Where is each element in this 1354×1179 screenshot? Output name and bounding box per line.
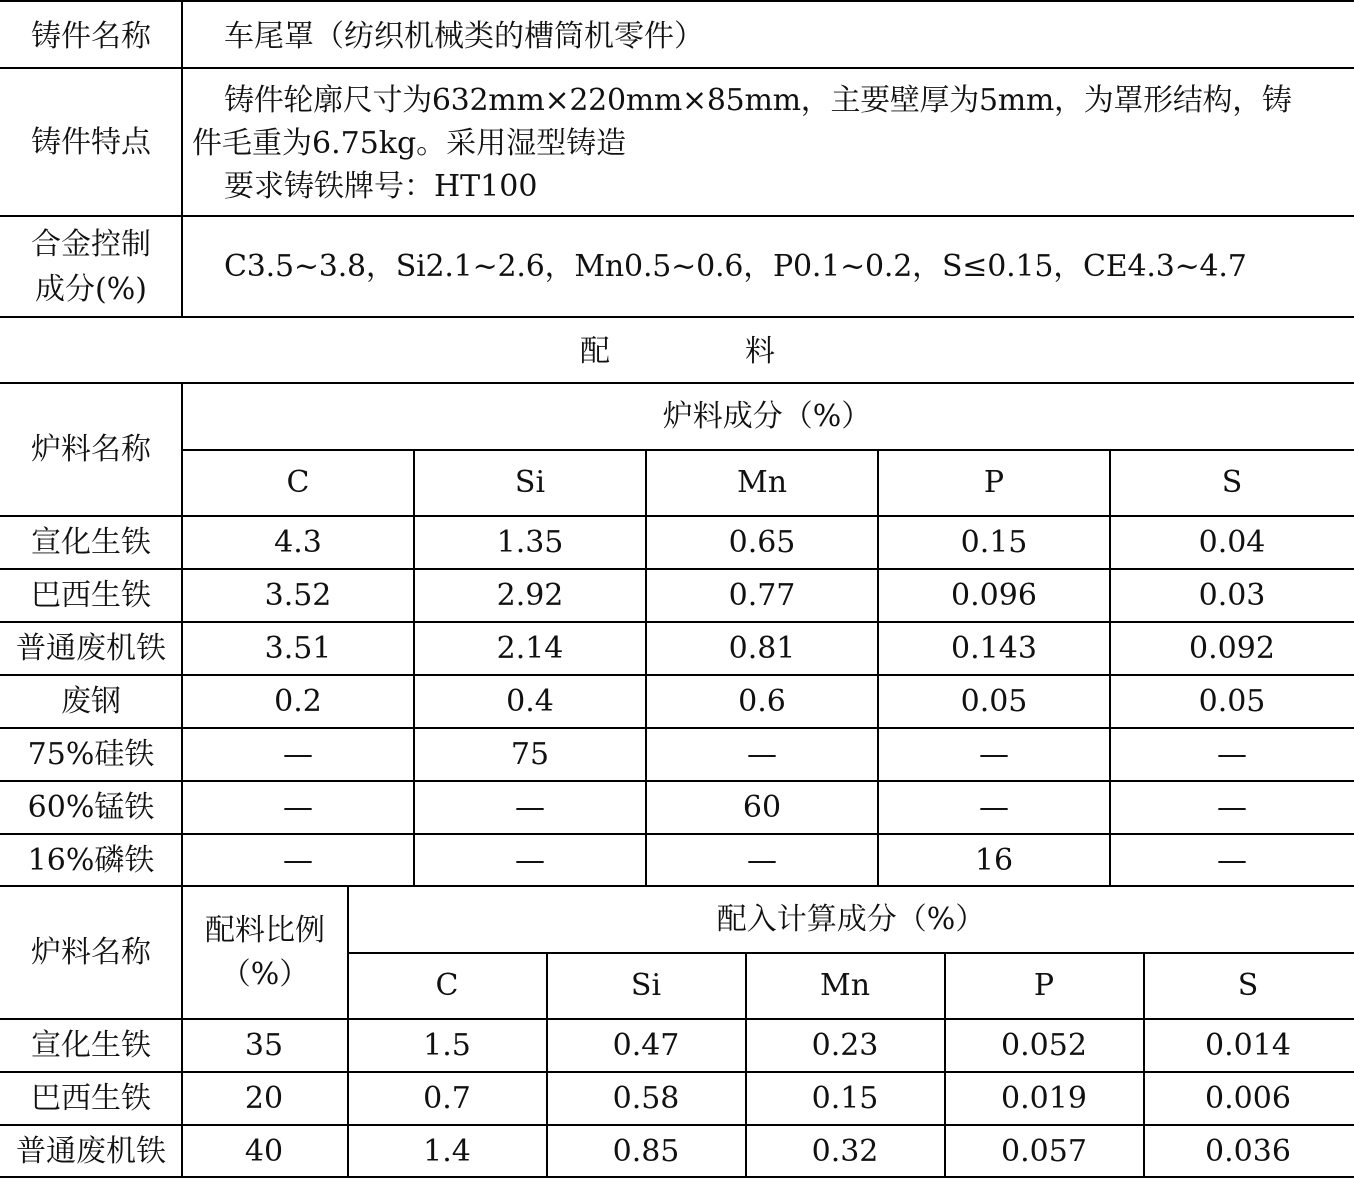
- calc-col-s: S: [1237, 968, 1259, 1003]
- charge-row-name: 60%锰铁: [27, 790, 155, 825]
- charge-name-header: 炉料名称: [31, 432, 151, 467]
- charge-cell: 0.65: [728, 525, 796, 560]
- alloy-label-line2: 成分(%): [35, 272, 147, 307]
- calc-col-p: P: [1033, 968, 1055, 1003]
- charge-cell: —: [283, 790, 313, 825]
- charge-cell: 0.15: [960, 525, 1028, 560]
- charge-cell: —: [515, 790, 545, 825]
- charge-col-si: Si: [514, 465, 546, 500]
- calc-ratio-header-line2: （%）: [220, 957, 310, 992]
- charge-col-c: C: [286, 465, 310, 500]
- calc-name-header: 炉料名称: [31, 935, 151, 970]
- rule-h: [0, 316, 1354, 318]
- calc-row-name: 巴西生铁: [31, 1081, 151, 1116]
- calc-cell: 0.052: [1001, 1028, 1087, 1063]
- charge-row-name: 宣化生铁: [31, 525, 151, 560]
- charge-cell: 0.2: [274, 684, 322, 719]
- rule-v: [413, 449, 415, 885]
- section-title-part1: 配: [580, 334, 610, 369]
- calc-col-si: Si: [630, 968, 662, 1003]
- charge-col-mn: Mn: [736, 465, 788, 500]
- rule-bottom: [0, 1176, 1354, 1178]
- calc-cell: 0.15: [811, 1081, 879, 1116]
- rule-v: [181, 0, 183, 316]
- charge-cell: 0.4: [506, 684, 554, 719]
- rule-h: [0, 1071, 1354, 1073]
- calc-cell: 0.58: [612, 1081, 680, 1116]
- charge-cell: —: [747, 843, 777, 878]
- casting-feature-line3: 要求铸铁牌号：HT100: [224, 169, 538, 204]
- charge-row-name: 普通废机铁: [16, 631, 166, 666]
- rule-v: [645, 449, 647, 885]
- charge-cell: 0.04: [1198, 525, 1266, 560]
- charge-cell: 2.14: [496, 631, 564, 666]
- charge-cell: —: [979, 737, 1009, 772]
- rule-v: [877, 449, 879, 885]
- rule-h: [0, 1124, 1354, 1126]
- charge-cell: —: [1217, 737, 1247, 772]
- calc-row-ratio: 40: [244, 1134, 284, 1169]
- charge-group-header: 炉料成分（%）: [662, 399, 872, 434]
- charge-cell: 4.3: [274, 525, 322, 560]
- calc-cell: 0.006: [1205, 1081, 1291, 1116]
- charge-cell: 75: [510, 737, 550, 772]
- rule-h: [0, 515, 1354, 517]
- rule-h: [0, 727, 1354, 729]
- casting-name-value: 车尾罩（纺织机械类的槽筒机零件）: [224, 19, 704, 54]
- calc-cell: 0.057: [1001, 1134, 1087, 1169]
- rule-v: [944, 952, 946, 1177]
- rule-h: [0, 382, 1354, 384]
- rule-v: [546, 952, 548, 1177]
- calc-cell: 1.5: [423, 1028, 471, 1063]
- rule-v: [1109, 449, 1111, 885]
- charge-col-p: P: [983, 465, 1005, 500]
- charge-cell: —: [283, 843, 313, 878]
- section-title-part2: 料: [745, 334, 775, 369]
- charge-cell: 0.05: [1198, 684, 1266, 719]
- charge-cell: 0.81: [728, 631, 796, 666]
- rule-h: [0, 67, 1354, 69]
- charge-cell: 3.51: [264, 631, 332, 666]
- charge-cell: 16: [974, 843, 1014, 878]
- rule-v: [1143, 952, 1145, 1177]
- calc-cell: 0.23: [811, 1028, 879, 1063]
- calc-row-ratio: 20: [244, 1081, 284, 1116]
- rule-h: [182, 449, 1354, 451]
- charge-cell: —: [747, 737, 777, 772]
- calc-cell: 0.014: [1205, 1028, 1291, 1063]
- calc-cell: 0.32: [811, 1134, 879, 1169]
- rule-h: [348, 952, 1354, 954]
- rule-v: [181, 382, 183, 885]
- calc-cell: 1.4: [423, 1134, 471, 1169]
- charge-cell: 2.92: [496, 578, 564, 613]
- rule-v: [181, 885, 183, 1177]
- charge-cell: —: [1217, 790, 1247, 825]
- calc-row-name: 普通废机铁: [16, 1134, 166, 1169]
- charge-col-s: S: [1221, 465, 1243, 500]
- calc-ratio-header-line1: 配料比例: [205, 913, 325, 948]
- charge-cell: 0.143: [951, 631, 1037, 666]
- charge-cell: 0.05: [960, 684, 1028, 719]
- casting-name-label: 铸件名称: [31, 19, 151, 54]
- calc-cell: 0.019: [1001, 1081, 1087, 1116]
- calc-row-ratio: 35: [244, 1028, 284, 1063]
- alloy-label-line1: 合金控制: [31, 227, 151, 262]
- rule-h: [0, 1018, 1354, 1020]
- rule-h: [0, 833, 1354, 835]
- charge-cell: —: [979, 790, 1009, 825]
- charge-cell: 0.03: [1198, 578, 1266, 613]
- rule-h: [0, 621, 1354, 623]
- calc-col-mn: Mn: [819, 968, 871, 1003]
- rule-v: [347, 885, 349, 1177]
- charge-cell: 1.35: [496, 525, 564, 560]
- rule-h: [0, 885, 1354, 887]
- casting-feature-line1: 铸件轮廓尺寸为632mm×220mm×85mm，主要壁厚为5mm，为罩形结构，铸: [224, 83, 1292, 118]
- rule-h: [0, 780, 1354, 782]
- charge-cell: —: [515, 843, 545, 878]
- charge-cell: 0.77: [728, 578, 796, 613]
- calc-cell: 0.85: [612, 1134, 680, 1169]
- calc-row-name: 宣化生铁: [31, 1028, 151, 1063]
- casting-feature-label: 铸件特点: [31, 125, 151, 160]
- charge-cell: 0.096: [951, 578, 1037, 613]
- calc-cell: 0.036: [1205, 1134, 1291, 1169]
- charge-row-name: 巴西生铁: [31, 578, 151, 613]
- charge-cell: 3.52: [264, 578, 332, 613]
- charge-cell: 0.6: [738, 684, 786, 719]
- calc-cell: 0.47: [612, 1028, 680, 1063]
- charge-row-name: 75%硅铁: [27, 737, 155, 772]
- rule-v: [745, 952, 747, 1177]
- charge-row-name: 废钢: [61, 684, 121, 719]
- rule-h: [0, 568, 1354, 570]
- alloy-value: C3.5~3.8，Si2.1~2.6，Mn0.5~0.6，P0.1~0.2，S≤0.15，CE4.3~4.7: [224, 249, 1247, 284]
- charge-cell: —: [1217, 843, 1247, 878]
- rule-h: [0, 215, 1354, 217]
- calc-cell: 0.7: [423, 1081, 471, 1116]
- rule-h: [0, 674, 1354, 676]
- charge-cell: 0.092: [1189, 631, 1275, 666]
- charge-row-name: 16%磷铁: [27, 843, 155, 878]
- casting-feature-line2: 件毛重为6.75kg。采用湿型铸造: [192, 126, 627, 161]
- calc-col-c: C: [435, 968, 459, 1003]
- charge-cell: 60: [742, 790, 782, 825]
- calc-group-header: 配入计算成分（%）: [716, 902, 986, 937]
- charge-cell: —: [283, 737, 313, 772]
- rule-top: [0, 0, 1354, 2]
